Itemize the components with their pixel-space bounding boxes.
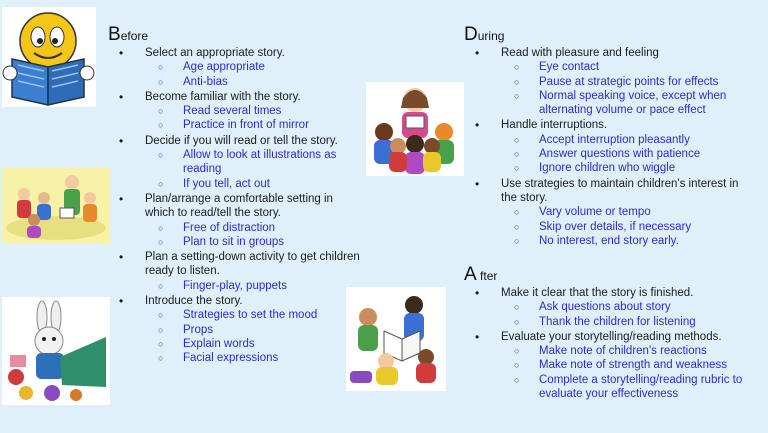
before-sub-list (145, 104, 363, 133)
during-sub-item: ○ Vary volume or tempo (501, 205, 754, 219)
before-step-3 (108, 134, 363, 191)
before-sub-item: ○ Practice in front of mirror (145, 118, 363, 132)
before-sub-item: ○ Finger-play, puppets (145, 279, 363, 293)
after-list (464, 286, 754, 401)
after-step-text: Make it clear that the story is finished. (501, 287, 694, 299)
before-step-5 (108, 250, 363, 293)
during-sub-item: ○ Normal speaking voice, except when alternating volume or pace effect (501, 89, 754, 118)
before-step-text: Plan a setting-down activity to get children ready to listen. (145, 251, 360, 278)
before-sub-item: ○ Anti-bias (145, 75, 363, 89)
during-sub-item: ○ Answer questions with patience (501, 147, 754, 161)
before-step-text: Plan/arrange a comfortable setting in which to read/tell the story. (145, 192, 333, 220)
during-step-text: Use strategies to maintain children's interest in the story. (501, 177, 739, 204)
before-sub-item: ○ Strategies to set the mood (145, 308, 363, 322)
before-sub-list (145, 308, 363, 365)
before-sub-list (145, 148, 363, 191)
during-sub-list (501, 205, 754, 248)
before-sub-item: ○ Age appropriate (145, 60, 363, 74)
during-step-text: Handle interruptions. (501, 119, 608, 132)
before-sub-item: ○ Plan to sit in groups (145, 235, 363, 249)
children-storytime-icon (2, 168, 110, 244)
during-step-text: Read with pleasure and feeling (501, 47, 659, 59)
during-sub-item: ○ Pause at strategic points for effects (501, 75, 754, 89)
before-sub-item: ○ Read several times (145, 104, 363, 118)
before-heading: Before (108, 24, 149, 45)
after-sub-item: ○ Ask questions about story (501, 300, 754, 314)
before-sub-item: ○ Free of distraction (145, 221, 363, 235)
before-sub-list (145, 60, 363, 89)
after-sub-item: ○ Thank the children for listening (501, 315, 754, 329)
during-sub-item: ○ No interest, end story early. (501, 234, 754, 248)
before-sub-item: ○ Facial expressions (145, 351, 363, 365)
during-step-2 (464, 118, 754, 175)
before-sub-item: ○ If you tell, act out (145, 177, 363, 191)
before-step-text: Decide if you will read or tell the story. (145, 134, 338, 147)
during-step-1 (464, 46, 754, 117)
during-sub-item: ○ Accept interruption pleasantly (501, 133, 754, 147)
after-heading: A fter (464, 264, 498, 285)
smiley-reading-book-icon (2, 7, 96, 107)
after-step-2 (464, 330, 754, 401)
during-sub-list (501, 60, 754, 117)
teacher-with-children-icon (366, 82, 464, 176)
after-sub-list (501, 344, 754, 401)
after-step-1 (464, 286, 754, 329)
before-sub-item: ○ Allow to look at illustrations as reading (145, 148, 363, 177)
during-sub-item: ○ Ignore children who wiggle (501, 161, 754, 175)
before-step-6 (108, 294, 363, 365)
after-step-text: Evaluate your storytelling/reading methods. (501, 330, 722, 343)
before-step-text: Become familiar with the story. (145, 90, 301, 103)
during-sub-item: ○ Skip over details, if necessary (501, 220, 754, 234)
during-step-3 (464, 177, 754, 248)
before-sub-list (145, 279, 363, 293)
before-section (108, 24, 363, 366)
during-list (464, 46, 754, 248)
before-step-text: Select an appropriate story. (145, 47, 285, 59)
during-sub-item: ○ Eye contact (501, 60, 754, 74)
after-section (464, 264, 754, 401)
before-step-1 (108, 46, 363, 89)
after-sub-list (501, 300, 754, 329)
before-sub-item: ○ Explain words (145, 337, 363, 351)
after-sub-item: ○ Complete a storytelling/reading rubric to evaluate your effectiveness (501, 373, 754, 402)
before-step-4 (108, 192, 363, 249)
during-sub-list (501, 133, 754, 176)
bunny-puppet-props-icon (2, 297, 110, 405)
during-section (464, 24, 754, 248)
after-sub-item: ○ Make note of children's reactions (501, 344, 754, 358)
before-sub-list (145, 221, 363, 250)
after-sub-item: ○ Make note of strength and weakness (501, 358, 754, 372)
before-step-2 (108, 90, 363, 133)
before-sub-item: ○ Props (145, 323, 363, 337)
before-list (108, 46, 363, 366)
before-step-text: Introduce the story. (145, 295, 243, 308)
during-heading: During (464, 24, 505, 45)
